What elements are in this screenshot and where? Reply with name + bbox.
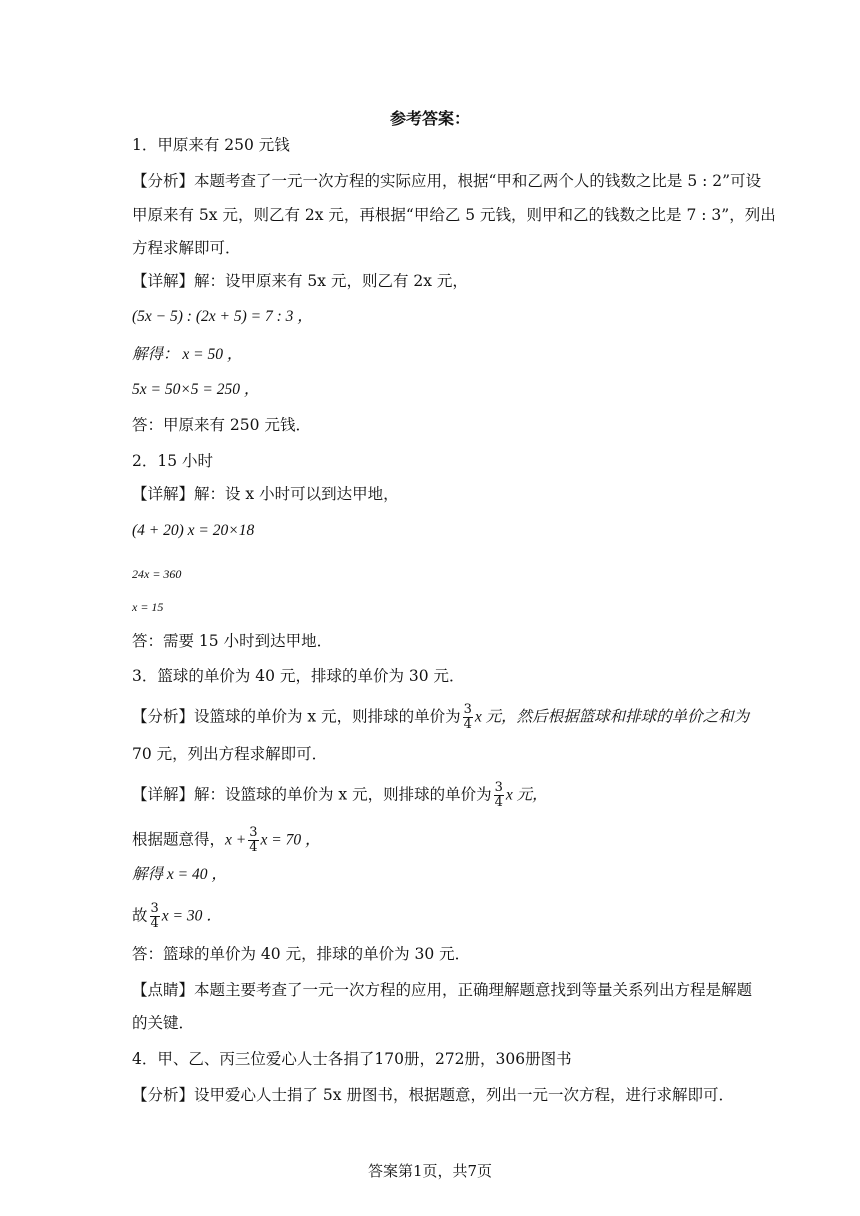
page-title: 参考答案： bbox=[389, 109, 470, 128]
solution-2: x = 15 bbox=[132, 600, 164, 614]
calc-3: 故 $\frac{3}{4}$ x = 30 ． bbox=[132, 901, 222, 931]
fraction-three-quarters: $\frac{3}{4}$ bbox=[249, 825, 258, 855]
answer-3-heading: 3．篮球的单价为 40 元，排球的单价为 30 元． bbox=[132, 667, 465, 685]
comment-3-line-2: 的关键． bbox=[132, 1014, 195, 1032]
answer-4-heading: 4．甲、乙、丙三位爱心人士各捐了170册，272册，306册图书 bbox=[132, 1050, 572, 1068]
analysis-4-line-1: 【分析】设甲爱心人士捐了 5x 册图书，根据题意，列出一元一次方程，进行求解即可． bbox=[132, 1086, 734, 1104]
conclusion-1: 答：甲原来有 250 元钱． bbox=[132, 416, 311, 434]
calc-1: 5x = 50×5 = 250 ， bbox=[132, 381, 260, 398]
detail-1-line-1: 【详解】解：设甲原来有 5x 元，则乙有 2x 元， bbox=[132, 272, 468, 290]
fraction-three-quarters: $\frac{3}{4}$ bbox=[463, 702, 472, 732]
analysis-1-line-1: 【分析】本题考查了一元一次方程的实际应用，根据“甲和乙两个人的钱数之比是 5 : 2”可设 bbox=[132, 172, 762, 190]
answer-1-heading: 1．甲原来有 250 元钱 bbox=[132, 136, 290, 154]
comment-3-line-1: 【点睛】本题主要考查了一元一次方程的应用，正确理解题意找到等量关系列出方程是解题 bbox=[132, 981, 753, 999]
equation-1: (5x − 5) : (2x + 5) = 7 : 3 ， bbox=[132, 308, 313, 325]
analysis-1-line-3: 方程求解即可． bbox=[132, 239, 241, 257]
solution-3: 解得 x = 40 ， bbox=[132, 866, 227, 883]
analysis-3-line-2: 70 元，列出方程求解即可． bbox=[132, 745, 328, 763]
solution-1: 解得： x = 50 ， bbox=[132, 346, 243, 363]
detail-2-line-1: 【详解】解：设 x 小时可以到达甲地， bbox=[132, 485, 399, 503]
analysis-3-line-1: 【分析】设篮球的单价为 x 元，则排球的单价为 $\frac{3}{4}$ x 元，然后根据篮球和排球的单价之和为 bbox=[132, 702, 750, 732]
conclusion-3: 答：篮球的单价为 40 元，排球的单价为 30 元． bbox=[132, 945, 471, 963]
equation-2: (4 + 20) x = 20×18 bbox=[132, 522, 255, 539]
equation-2-step: 24x = 360 bbox=[132, 567, 182, 581]
equation-3: 根据题意得，x + $\frac{3}{4}$ x = 70 ， bbox=[132, 825, 321, 855]
conclusion-2: 答：需要 15 小时到达甲地． bbox=[132, 632, 333, 650]
answer-2-heading: 2．15 小时 bbox=[132, 452, 214, 470]
page-footer: 答案第1页，共7页 bbox=[367, 1162, 493, 1180]
fraction-three-quarters: $\frac{3}{4}$ bbox=[494, 780, 503, 810]
detail-3-line-1: 【详解】解：设篮球的单价为 x 元，则排球的单价为 $\frac{3}{4}$ x 元， bbox=[132, 780, 548, 810]
analysis-1-line-2: 甲原来有 5x 元，则乙有 2x 元，再根据“甲给乙 5 元钱，则甲和乙的钱数之比是 7 : 3”，列出 bbox=[132, 206, 776, 224]
fraction-three-quarters: $\frac{3}{4}$ bbox=[150, 901, 159, 931]
